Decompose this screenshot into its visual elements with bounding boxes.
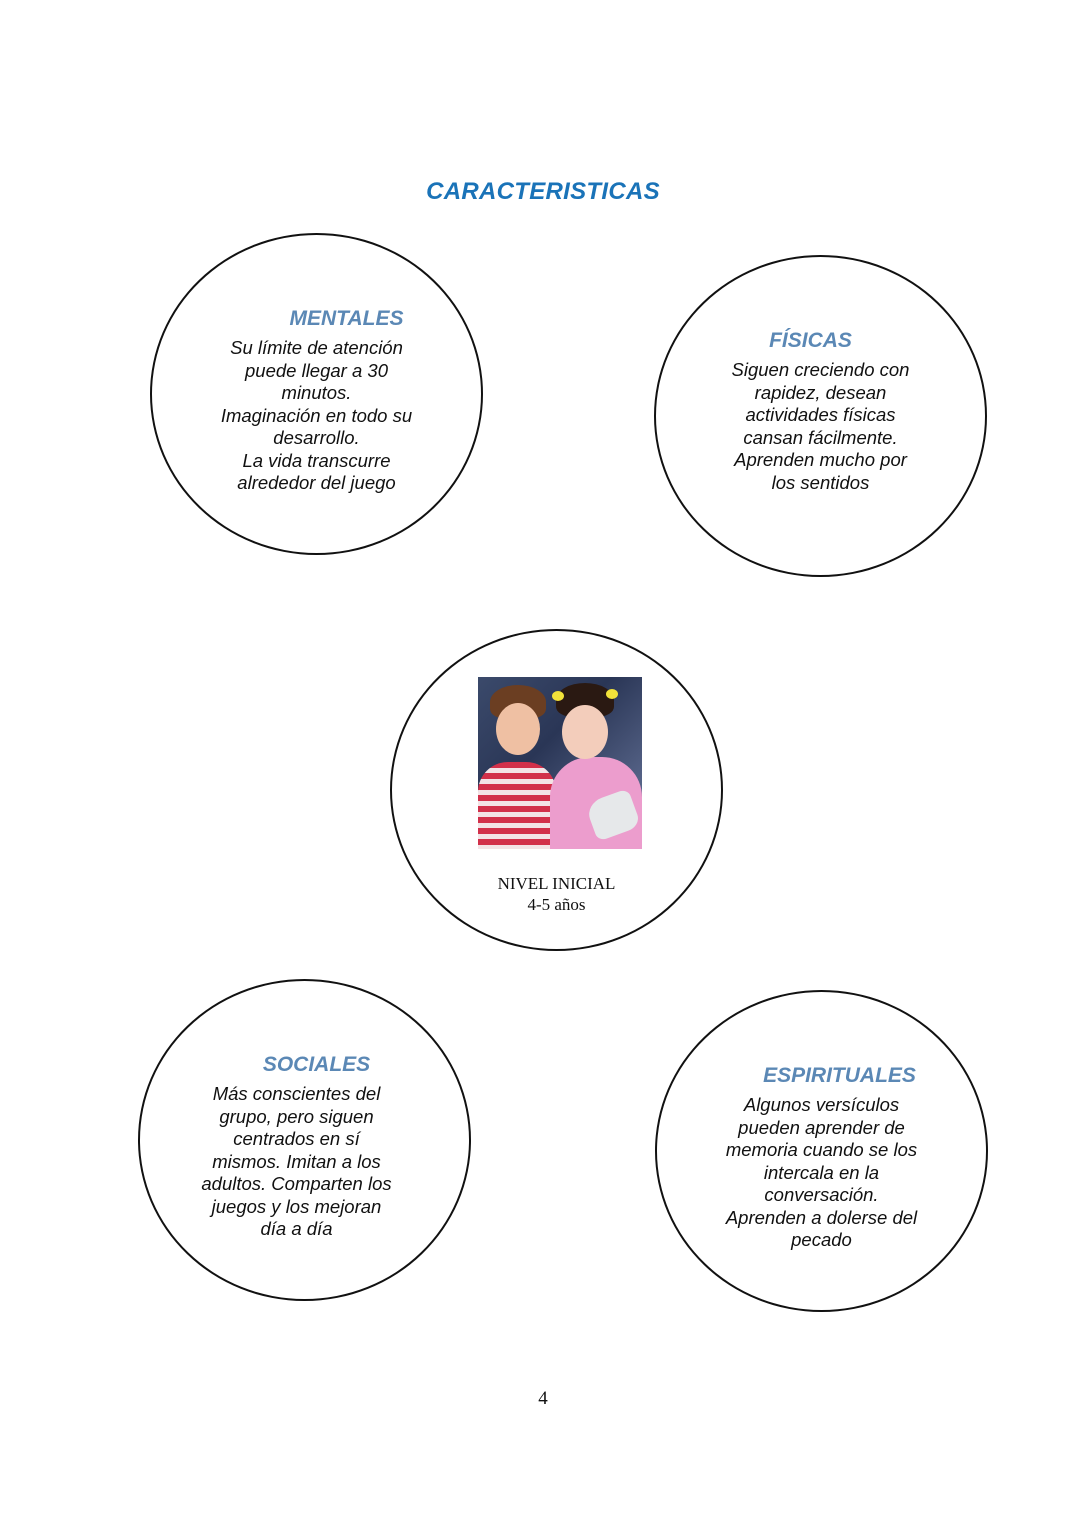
heading-sociales: SOCIALES bbox=[262, 1053, 371, 1076]
photo-boy-face bbox=[496, 703, 540, 755]
circle-fisicas bbox=[654, 255, 987, 577]
level-label: NIVEL INICIAL bbox=[497, 874, 616, 893]
circle-mentales bbox=[150, 233, 483, 555]
heading-espirituales: ESPIRITUALES bbox=[763, 1064, 916, 1087]
age-label: 4-5 años bbox=[527, 895, 586, 914]
page-number: 4 bbox=[538, 1388, 548, 1409]
text-espirituales: Algunos versículos pueden aprender de memoria cuando se los intercala en la conversación. Aprenden a dolerse del pecado bbox=[725, 1094, 918, 1250]
circle-nivel-inicial bbox=[390, 629, 723, 951]
photo-striped-shirt bbox=[478, 762, 556, 849]
page-title: CARACTERISTICAS bbox=[426, 178, 660, 205]
text-mentales: Su límite de atención puede llegar a 30 minutos. Imaginación en todo su desarrollo. La vida transcurre alrededor del juego bbox=[220, 337, 413, 493]
circle-espirituales bbox=[655, 990, 988, 1312]
text-fisicas: Siguen creciendo con rapidez, desean actividades físicas cansan fácilmente. Aprenden mucho por los sentidos bbox=[731, 359, 910, 493]
text-sociales: Más conscientes del grupo, pero siguen centrados en sí mismos. Imitan a los adultos. Comparten los juegos y los mejoran día a día bbox=[201, 1083, 392, 1239]
heading-fisicas: FÍSICAS bbox=[769, 329, 852, 352]
heading-mentales: MENTALES bbox=[289, 307, 404, 330]
circle-sociales bbox=[138, 979, 471, 1301]
photo-girl-face bbox=[562, 705, 608, 759]
photo-hair-bow bbox=[606, 689, 618, 699]
photo-hair-bow bbox=[552, 691, 564, 701]
children-photo bbox=[478, 677, 642, 849]
